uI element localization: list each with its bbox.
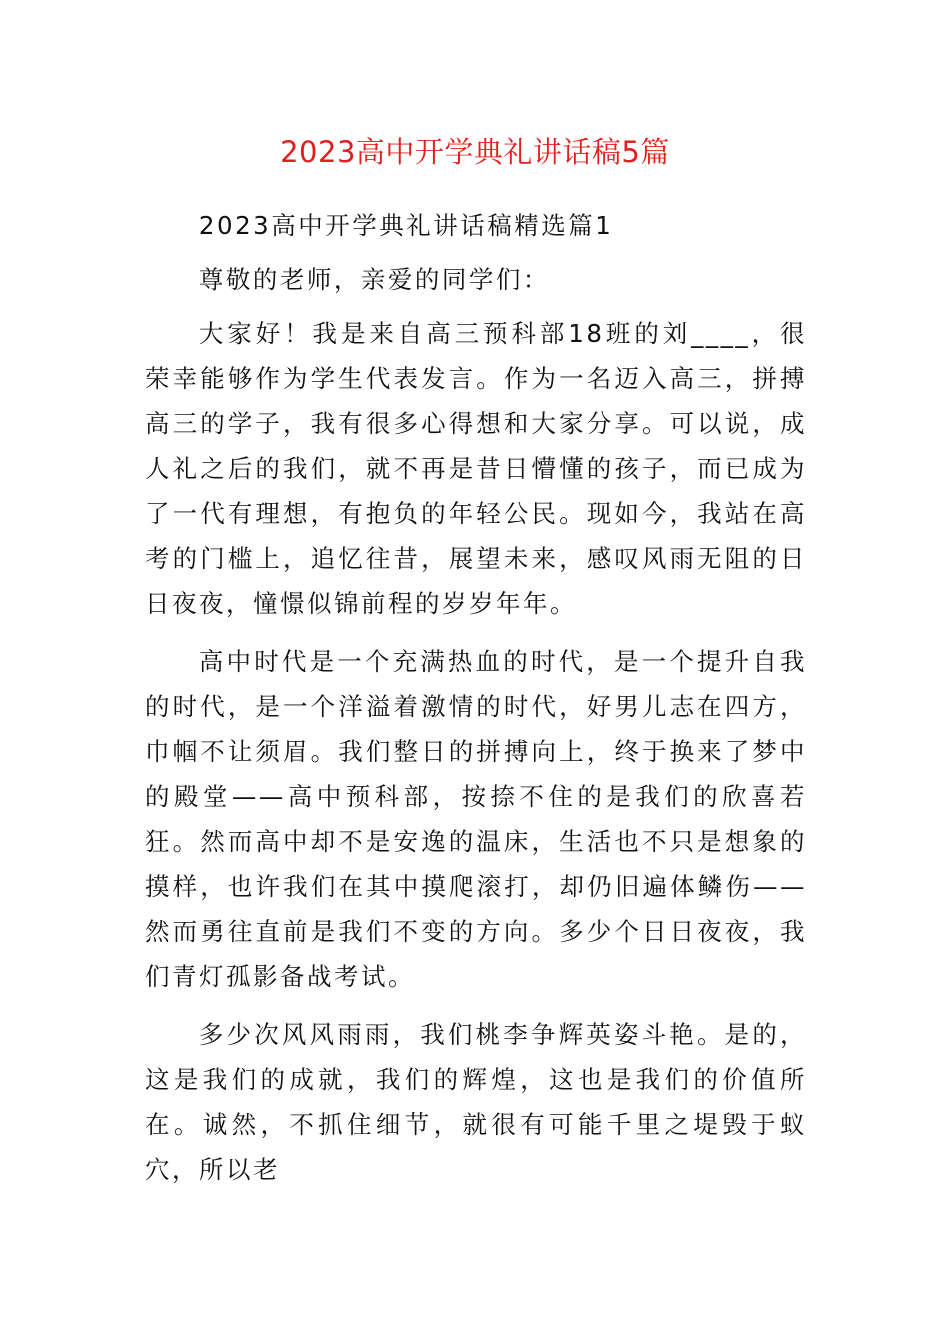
- document-body: [145, 203, 807, 1192]
- section-heading: 2023高中开学典礼讲话稿精选篇1: [198, 211, 614, 240]
- paragraph: 高中时代是一个充满热血的时代，是一个提升自我的时代，是一个洋溢着激情的时代，好男儿志在四方，巾帼不让须眉。我们整日的拼搏向上，终于换来了梦中的殿堂——高中预科部，按捺不住的是我们的欣喜若狂。然而高中却不是安逸的温床，生活也不只是想象的摸样，也许我们在其中摸爬滚打，却仍旧遍体鳞伤——然而勇往直前是我们不变的方向。多少个日日夜夜，我们青灯孤影备战考试。: [145, 647, 807, 991]
- document-title: 2023高中开学典礼讲话稿5篇: [280, 135, 670, 169]
- paragraph: 多少次风风雨雨，我们桃李争辉英姿斗艳。是的，这是我们的成就，我们的辉煌，这也是我们的价值所在。诚然，不抓住细节，就很有可能千里之堤毁于蚁穴，所以老: [145, 1020, 807, 1184]
- salutation: 尊敬的老师，亲爱的同学们：: [198, 265, 550, 294]
- paragraph: 大家好！我是来自高三预科部18班的刘____，很荣幸能够作为学生代表发言。作为一名迈入高三，拼搏高三的学子，我有很多心得想和大家分享。可以说，成人礼之后的我们，就不再是昔日懵懂的孩子，而已成为了一代有理想，有抱负的年轻公民。现如今，我站在高考的门槛上，追忆往昔，展望未来，感叹风雨无阻的日日夜夜，憧憬似锦前程的岁岁年年。: [145, 319, 807, 618]
